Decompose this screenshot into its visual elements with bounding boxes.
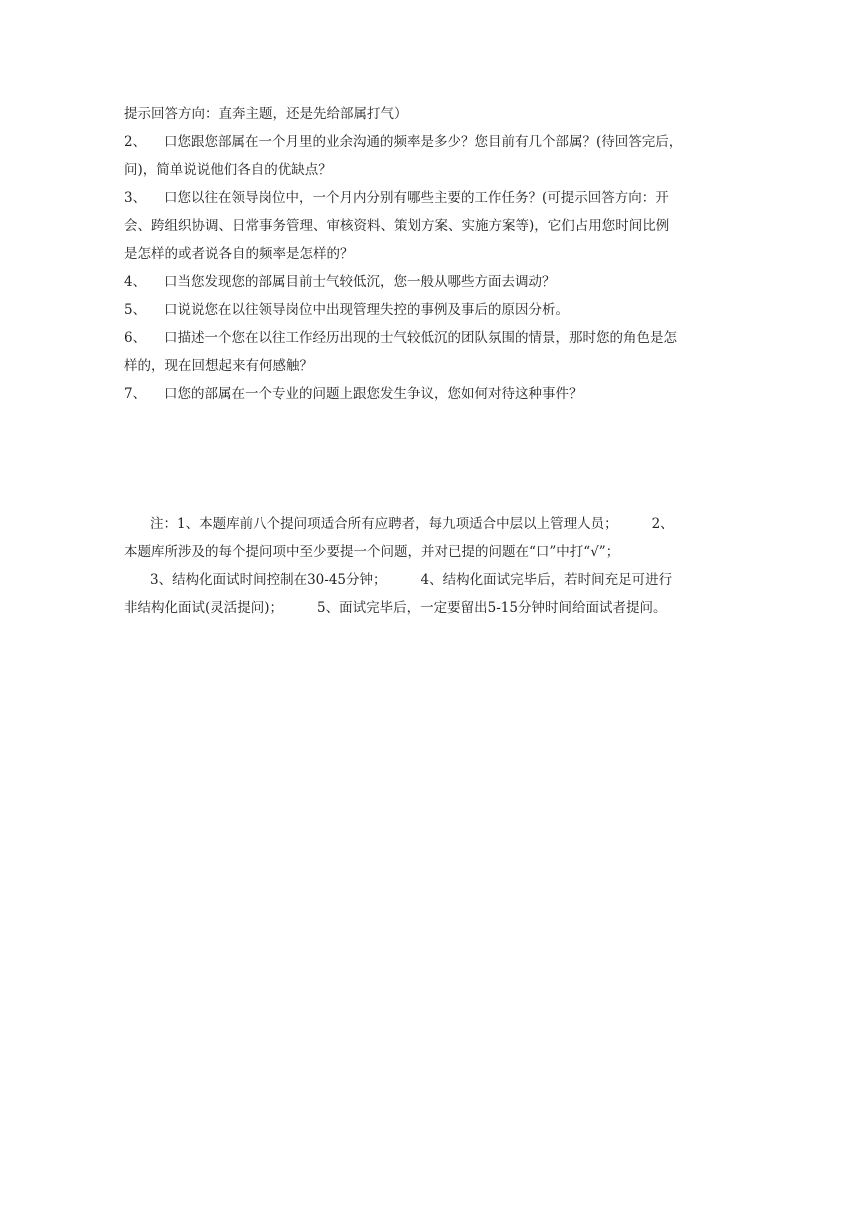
question-text: 口您以往在领导岗位中，一个月内分别有哪些主要的工作任务？(可提示回答方向：开: [164, 190, 669, 206]
question-text: 口您跟您部属在一个月里的业余沟通的频率是多少？您目前有几个部属？(待回答完后，: [164, 134, 683, 150]
question-item-4: [124, 268, 752, 296]
note-line-3: 3、结构化面试时间控制在30-45分钟；: [150, 572, 387, 588]
note-line-1-tail: 2、: [651, 516, 674, 532]
note-line-1: 注：1、本题库前八个提问项适合所有应聘者，每九项适合中层以上管理人员；: [150, 516, 618, 532]
question-item-2: [124, 128, 752, 184]
question-number: 4、: [124, 274, 147, 290]
question-item-6: [124, 324, 752, 380]
question-text-continued: 问)，简单说说他们各自的优缺点？: [124, 162, 332, 178]
question-list: [124, 100, 752, 408]
question-text: 口说说您在以往领导岗位中出现管理失控的事例及事后的原因分析。: [164, 302, 569, 318]
notes-section: [124, 510, 752, 622]
note-line-2: 本题库所涉及的每个提问项中至少要提一个问题，并对已提的问题在“口”中打“√”；: [124, 544, 620, 560]
question-item-3: [124, 184, 752, 268]
question-number: 7、: [124, 386, 147, 402]
note-line-4-tail: 5、面试完毕后，一定要留出5-15分钟时间给面试者提问。: [317, 600, 667, 616]
question-item-5: [124, 296, 752, 324]
question-text-continued: 样的，现在回想起来有何感触？: [124, 358, 313, 374]
question-text-continued: 是怎样的或者说各自的频率是怎样的？: [124, 246, 354, 262]
question-text: 口描述一个您在以往工作经历出现的士气较低沉的团队氛围的情景，那时您的角色是怎: [164, 330, 677, 346]
question-text-continued: 会、跨组织协调、日常事务管理、审核资料、策划方案、实施方案等)，它们占用您时间比例: [124, 218, 670, 234]
answer-hint-line: 提示回答方向：直奔主题，还是先给部属打气）: [124, 106, 408, 122]
question-number: 3、: [124, 190, 147, 206]
question-item-7: [124, 380, 752, 408]
question-number: 5、: [124, 302, 147, 318]
note-line-4: 非结构化面试(灵活提问)；: [124, 600, 284, 616]
question-text: 口当您发现您的部属目前士气较低沉，您一般从哪些方面去调动？: [164, 274, 556, 290]
question-text: 口您的部属在一个专业的问题上跟您发生争议，您如何对待这种事件？: [164, 386, 583, 402]
question-number: 6、: [124, 330, 147, 346]
question-number: 2、: [124, 134, 147, 150]
note-line-3-tail: 4、结构化面试完毕后，若时间充足可进行: [420, 572, 673, 588]
